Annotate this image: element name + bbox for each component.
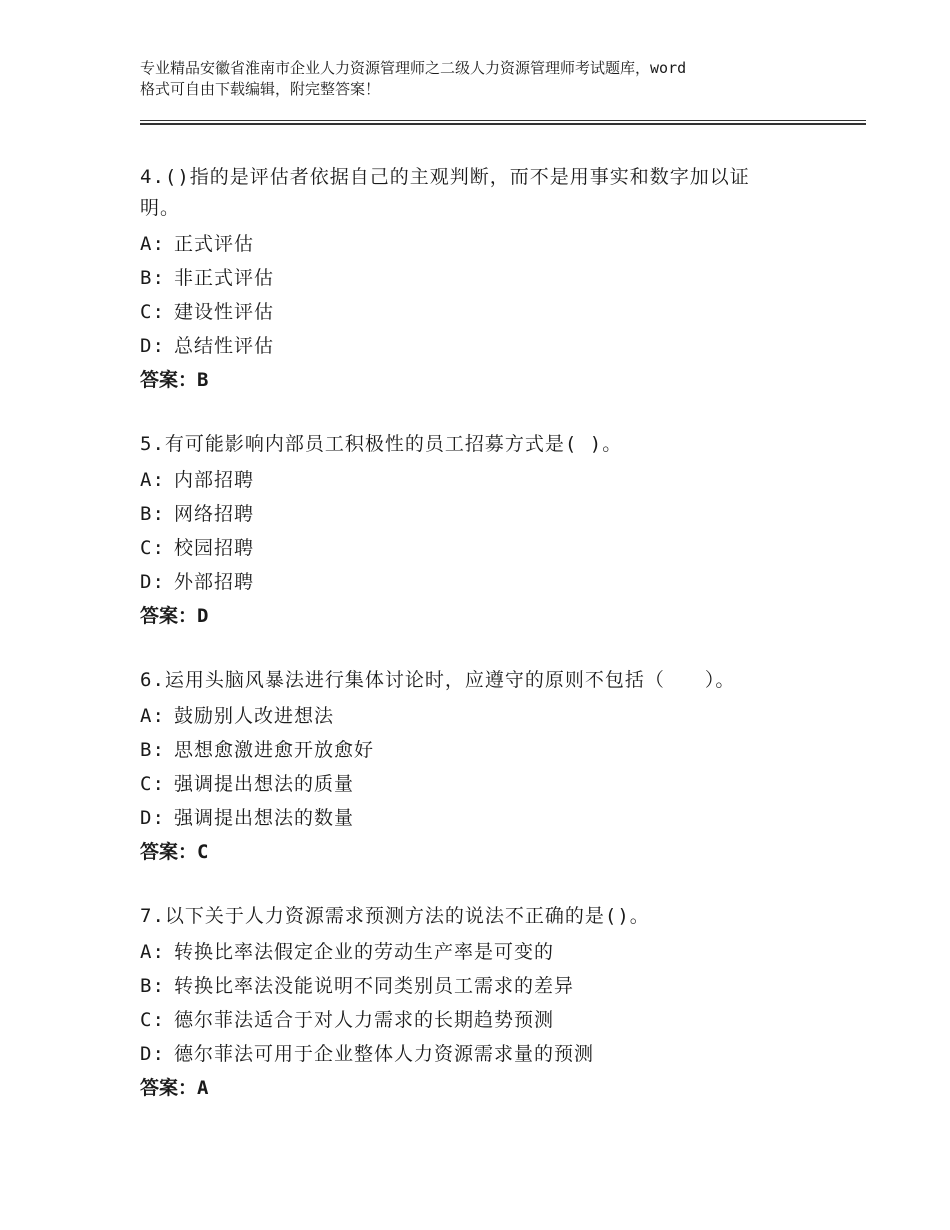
question-stem: [140, 162, 830, 224]
option-d: [140, 329, 830, 363]
option-c: [140, 767, 830, 801]
option-text: 鼓励别人改进想法: [174, 705, 335, 727]
option-text: 强调提出想法的数量: [174, 807, 355, 829]
question-list: [140, 162, 830, 1137]
option-d: [140, 565, 830, 599]
answer-line: [140, 599, 830, 633]
option-key: B:: [140, 267, 165, 289]
option-text: 内部招聘: [174, 469, 255, 491]
option-key: C:: [140, 773, 165, 795]
answer-value: B: [197, 369, 209, 391]
option-text: 德尔菲法可用于企业整体人力资源需求量的预测: [174, 1043, 595, 1065]
question-stem-line-1: 4.()指的是评估者依据自己的主观判断，而不是用事实和数字加以证: [140, 166, 750, 188]
option-text: 转换比率法没能说明不同类别员工需求的差异: [174, 975, 575, 997]
option-a: [140, 935, 830, 969]
option-text: 总结性评估: [174, 335, 275, 357]
answer-line: [140, 835, 830, 869]
option-d: [140, 801, 830, 835]
header-divider: [140, 120, 866, 121]
option-b: [140, 497, 830, 531]
option-b: [140, 733, 830, 767]
option-key: D:: [140, 1043, 165, 1065]
option-key: A:: [140, 469, 165, 491]
question-stem: [140, 665, 830, 696]
option-c: [140, 531, 830, 565]
question-stem: [140, 429, 830, 460]
answer-value: A: [197, 1077, 209, 1099]
option-text: 外部招聘: [174, 571, 255, 593]
question-stem: [140, 901, 830, 932]
option-key: A:: [140, 941, 165, 963]
option-key: D:: [140, 571, 165, 593]
option-key: B:: [140, 739, 165, 761]
option-key: D:: [140, 807, 165, 829]
option-c: [140, 1003, 830, 1037]
question-stem-line-1: 7.以下关于人力资源需求预测方法的说法不正确的是()。: [140, 905, 650, 927]
option-key: C:: [140, 537, 165, 559]
option-text: 非正式评估: [174, 267, 275, 289]
header-title-line-1: 专业精品安徽省淮南市企业人力资源管理师之二级人力资源管理师考试题库，word: [140, 59, 687, 77]
option-key: A:: [140, 233, 165, 255]
option-text: 网络招聘: [174, 503, 255, 525]
option-text: 思想愈激进愈开放愈好: [174, 739, 375, 761]
option-key: B:: [140, 503, 165, 525]
option-text: 转换比率法假定企业的劳动生产率是可变的: [174, 941, 555, 963]
question-stem-line-1: 5.有可能影响内部员工积极性的员工招募方式是( )。: [140, 433, 623, 455]
question-stem-line-2: 明。: [140, 197, 181, 219]
option-text: 正式评估: [174, 233, 255, 255]
answer-label: 答案：: [140, 1077, 198, 1099]
document-header: [140, 58, 840, 100]
header-divider-thick: [140, 123, 866, 125]
option-a: [140, 227, 830, 261]
option-key: D:: [140, 335, 165, 357]
option-d: [140, 1037, 830, 1071]
option-text: 校园招聘: [174, 537, 255, 559]
option-key: C:: [140, 1009, 165, 1031]
option-text: 德尔菲法适合于对人力需求的长期趋势预测: [174, 1009, 555, 1031]
question-stem-line-1: 6.运用头脑风暴法进行集体讨论时，应遵守的原则不包括（ ）。: [140, 669, 736, 691]
option-b: [140, 261, 830, 295]
option-key: A:: [140, 705, 165, 727]
option-b: [140, 969, 830, 1003]
question-4: [140, 162, 830, 397]
option-a: [140, 699, 830, 733]
answer-label: 答案：: [140, 605, 198, 627]
option-text: 建设性评估: [174, 301, 275, 323]
question-5: [140, 429, 830, 633]
option-text: 强调提出想法的质量: [174, 773, 355, 795]
question-7: [140, 901, 830, 1105]
answer-label: 答案：: [140, 369, 198, 391]
option-key: B:: [140, 975, 165, 997]
answer-line: [140, 363, 830, 397]
answer-label: 答案：: [140, 841, 198, 863]
option-a: [140, 463, 830, 497]
option-key: C:: [140, 301, 165, 323]
answer-line: [140, 1071, 830, 1105]
answer-value: C: [197, 841, 209, 863]
answer-value: D: [197, 605, 209, 627]
header-title-line-2: 格式可自由下载编辑，附完整答案！: [140, 80, 381, 98]
option-c: [140, 295, 830, 329]
question-6: [140, 665, 830, 869]
